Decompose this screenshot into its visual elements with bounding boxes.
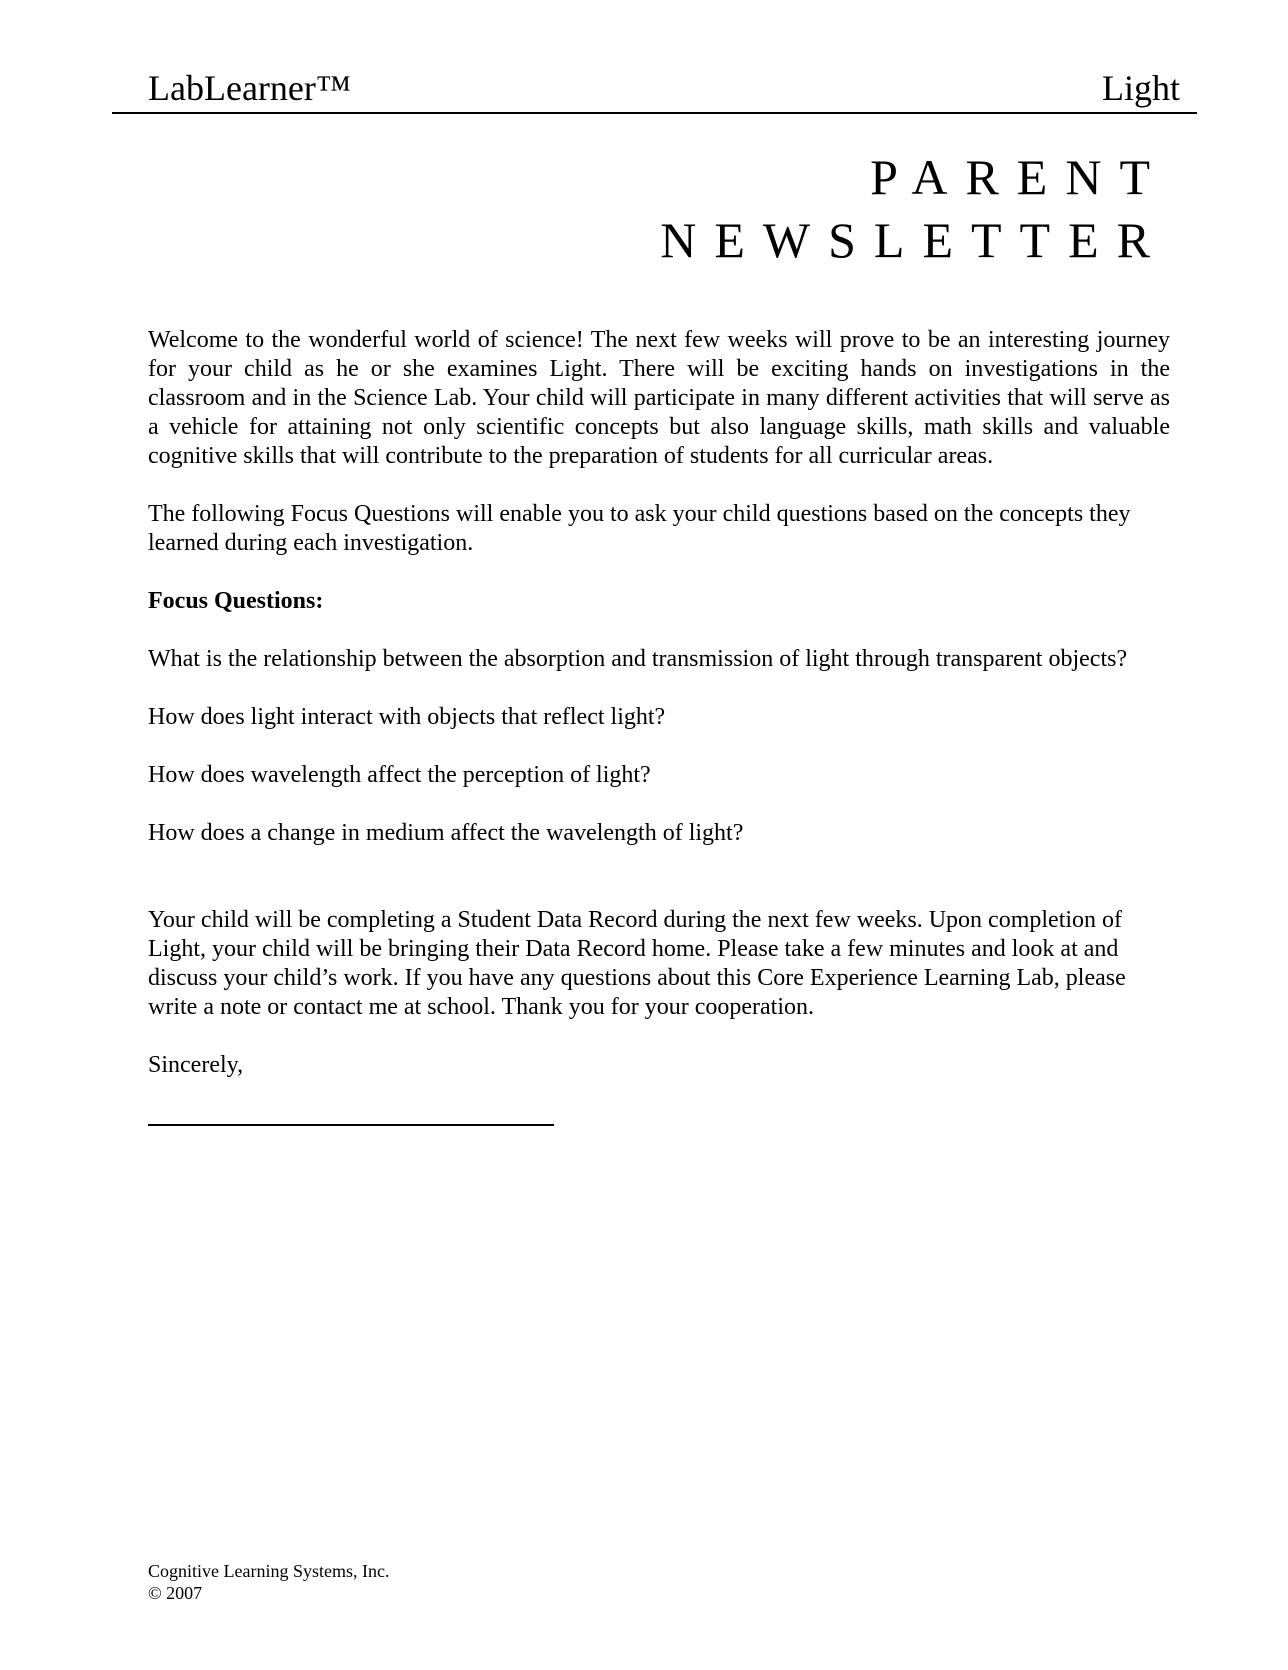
newsletter-body [148, 326, 1170, 1126]
header-unit-title: Light [1102, 68, 1180, 108]
intro-paragraph: Welcome to the wonderful world of science! The next few weeks will prove to be an interesting journey for your child as he or she examines Light. There will be exciting hands on investigations in the classroom and in the Science Lab. Your child will participate in many different activities that will serve as a vehicle for attaining not only scientific concepts but also language skills, math skills and valuable cognitive skills that will contribute to the preparation of students for all curricular areas. [148, 327, 1170, 469]
footer [148, 1560, 389, 1604]
signoff: Sincerely, [148, 1052, 244, 1078]
focus-question: How does wavelength affect the perception of light? [148, 762, 651, 788]
focus-intro-paragraph: The following Focus Questions will enable you to ask your child questions based on the concepts they learned during each investigation. [148, 501, 1131, 556]
footer-copyright: © 2007 [148, 1583, 203, 1603]
focus-questions-heading: Focus Questions: [148, 588, 324, 614]
title-line-newsletter: NEWSLETTER [660, 212, 1168, 268]
closing-paragraph: Your child will be completing a Student Data Record during the next few weeks. Upon completion of Light, your child will be bringing their Data Record home. Please take a few minutes and look at and discuss your child’s work. If you have any questions about this Core Experience Learning Lab, please write a note or contact me at school. Thank you for your cooperation. [148, 907, 1126, 1020]
focus-question: How does light interact with objects that reflect light? [148, 704, 666, 730]
focus-question: How does a change in medium affect the wavelength of light? [148, 820, 744, 846]
title-line-parent: PARENT [870, 149, 1168, 205]
header-divider [112, 112, 1197, 114]
page-title [660, 146, 1168, 272]
signature-line [148, 1124, 554, 1126]
footer-company: Cognitive Learning Systems, Inc. [148, 1561, 390, 1581]
header-brand: LabLearner™ [148, 68, 352, 108]
focus-question: What is the relationship between the absorption and transmission of light through transparent objects? [148, 646, 1128, 672]
